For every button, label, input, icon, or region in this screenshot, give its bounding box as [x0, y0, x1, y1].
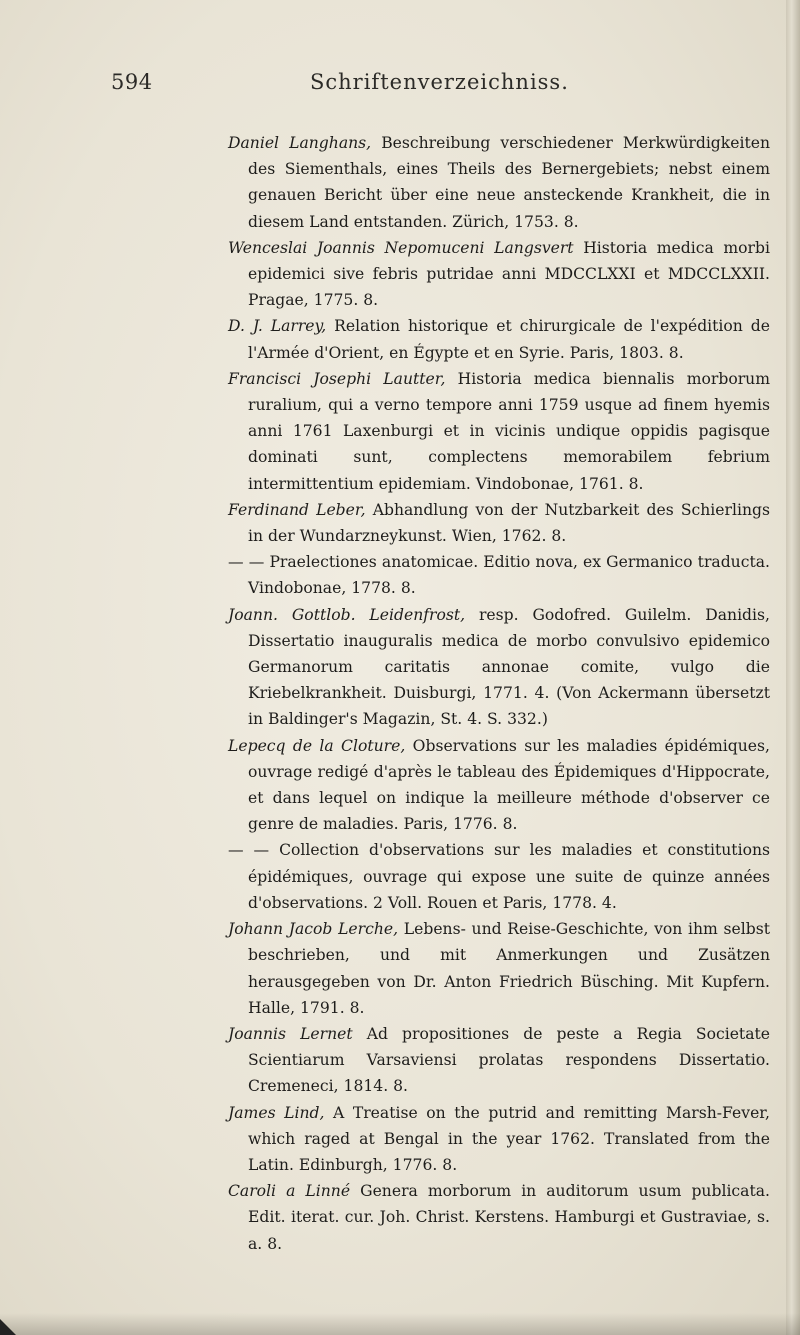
entry-text: A Treatise on the putrid and remitting Marsh-Fever, which raged at Bengal in the year 1762. Translated from the Latin. Edinburgh, 1776. 8.	[248, 1103, 770, 1174]
entry-author: Daniel Langhans,	[228, 134, 372, 152]
corner-mark	[0, 1319, 16, 1335]
entry-text: Beschreibung verschiedener Merkwürdigkeiten des Siementhals, eines Theils des Bernergebiets; nebst einem genauen Bericht über eine neue ansteckende Krankheit, die in diesem Land entstanden. Zürich, 1753. 8.	[248, 134, 770, 231]
bibliography-entry	[228, 497, 770, 549]
bibliography-entry	[228, 1100, 770, 1179]
bibliography-entry	[228, 916, 770, 1021]
bibliography-entry	[228, 1178, 770, 1257]
bibliography-entry	[228, 602, 770, 733]
bibliography-list	[228, 130, 770, 1257]
bibliography-entry	[228, 130, 770, 235]
page-header	[0, 70, 800, 104]
running-title: Schriftenverzeichniss.	[310, 70, 569, 94]
page-number: 594	[111, 70, 153, 94]
entry-text: Relation historique et chirurgicale de l'expédition de l'Armée d'Orient, en Égypte et en Syrie. Paris, 1803. 8.	[248, 317, 770, 362]
entry-text: Historia medica morbi epidemici sive febris putridae anni MDCCLXXI et MDCCLXXII. Pragae, 1775. 8.	[248, 238, 770, 310]
entry-text: Observations sur les maladies épidémiques, ouvrage redigé d'après le tableau des Épidemiques d'Hippocrate, et dans lequel on indique la meilleure méthode d'observer ce genre de maladies. Paris, 1776. 8.	[248, 736, 770, 834]
entry-author: Lepecq de la Cloture,	[228, 736, 406, 755]
bibliography-entry	[228, 235, 770, 314]
entry-author-ditto: — —	[228, 841, 270, 860]
entry-author: D. J. Larrey,	[228, 317, 327, 336]
entry-author-ditto: — —	[228, 553, 265, 572]
entry-author: Johann Jacob Lerche,	[228, 920, 399, 939]
page-edge	[786, 0, 800, 1335]
entry-author: Francisci Josephi Lautter,	[228, 369, 446, 388]
entry-text: Lebens- und Reise-Geschichte, von ihm selbst beschrieben, und mit Anmerkungen und Zusätzen herausgegeben von Dr. Anton Friedrich Büsching. Mit Kupfern. Halle, 1791. 8.	[248, 920, 770, 1017]
entry-author: Wenceslai Joannis Nepomuceni Langsvert	[228, 238, 574, 257]
entry-author: Joann. Gottlob. Leidenfrost,	[228, 605, 466, 624]
page-bottom-shadow	[0, 1313, 800, 1335]
entry-text: Abhandlung von der Nutzbarkeit des Schierlings in der Wundarzneykunst. Wien, 1762. 8.	[248, 500, 770, 546]
bibliography-entry	[228, 313, 770, 365]
entry-text: resp. Godofred. Guilelm. Danidis, Dissertatio inauguralis medica de morbo convulsivo epidemico Germanorum caritatis annonae comite, vulgo die Kriebelkrankheit. Duisburgi, 1771. 4. (Von Ackermann übersetzt in Baldinger's Magazin, St. 4. S. 332.)	[248, 605, 770, 729]
entry-author: Joannis Lernet	[228, 1024, 353, 1043]
entry-text: Collection d'observations sur les maladies et constitutions épidémiques, ouvrage qui expose une suite de quinze années d'observations. 2 Voll. Rouen et Paris, 1778. 4.	[248, 841, 770, 912]
entry-author: Caroli a Linné	[228, 1182, 351, 1201]
entry-text: Ad propositiones de peste a Regia Societate Scientiarum Varsaviensi prolatas respondens Dissertatio. Cremeneci, 1814. 8.	[248, 1024, 770, 1096]
entry-author: Ferdinand Leber,	[228, 500, 366, 519]
entry-text: Praelectiones anatomicae. Editio nova, ex Germanico traducta. Vindobonae, 1778. 8.	[248, 553, 770, 598]
bibliography-entry	[228, 837, 770, 916]
bibliography-entry	[228, 366, 770, 497]
entry-text: Historia medica biennalis morborum ruralium, qui a verno tempore anni 1759 usque ad finem hyemis anni 1761 Laxenburgi et in vicinis undique oppidis pagisque dominati sunt, complectens memorabilem febrium intermittentium epidemiam. Vindobonae, 1761. 8.	[248, 369, 770, 493]
bibliography-entry	[228, 733, 770, 838]
bibliography-entry	[228, 1021, 770, 1100]
bibliography-entry	[228, 549, 770, 601]
entry-text: Genera morborum in auditorum usum publicata. Edit. iterat. cur. Joh. Christ. Kerstens. Hamburgi et Gustraviae, s. a. 8.	[248, 1182, 770, 1253]
entry-author: James Lind,	[228, 1103, 325, 1122]
